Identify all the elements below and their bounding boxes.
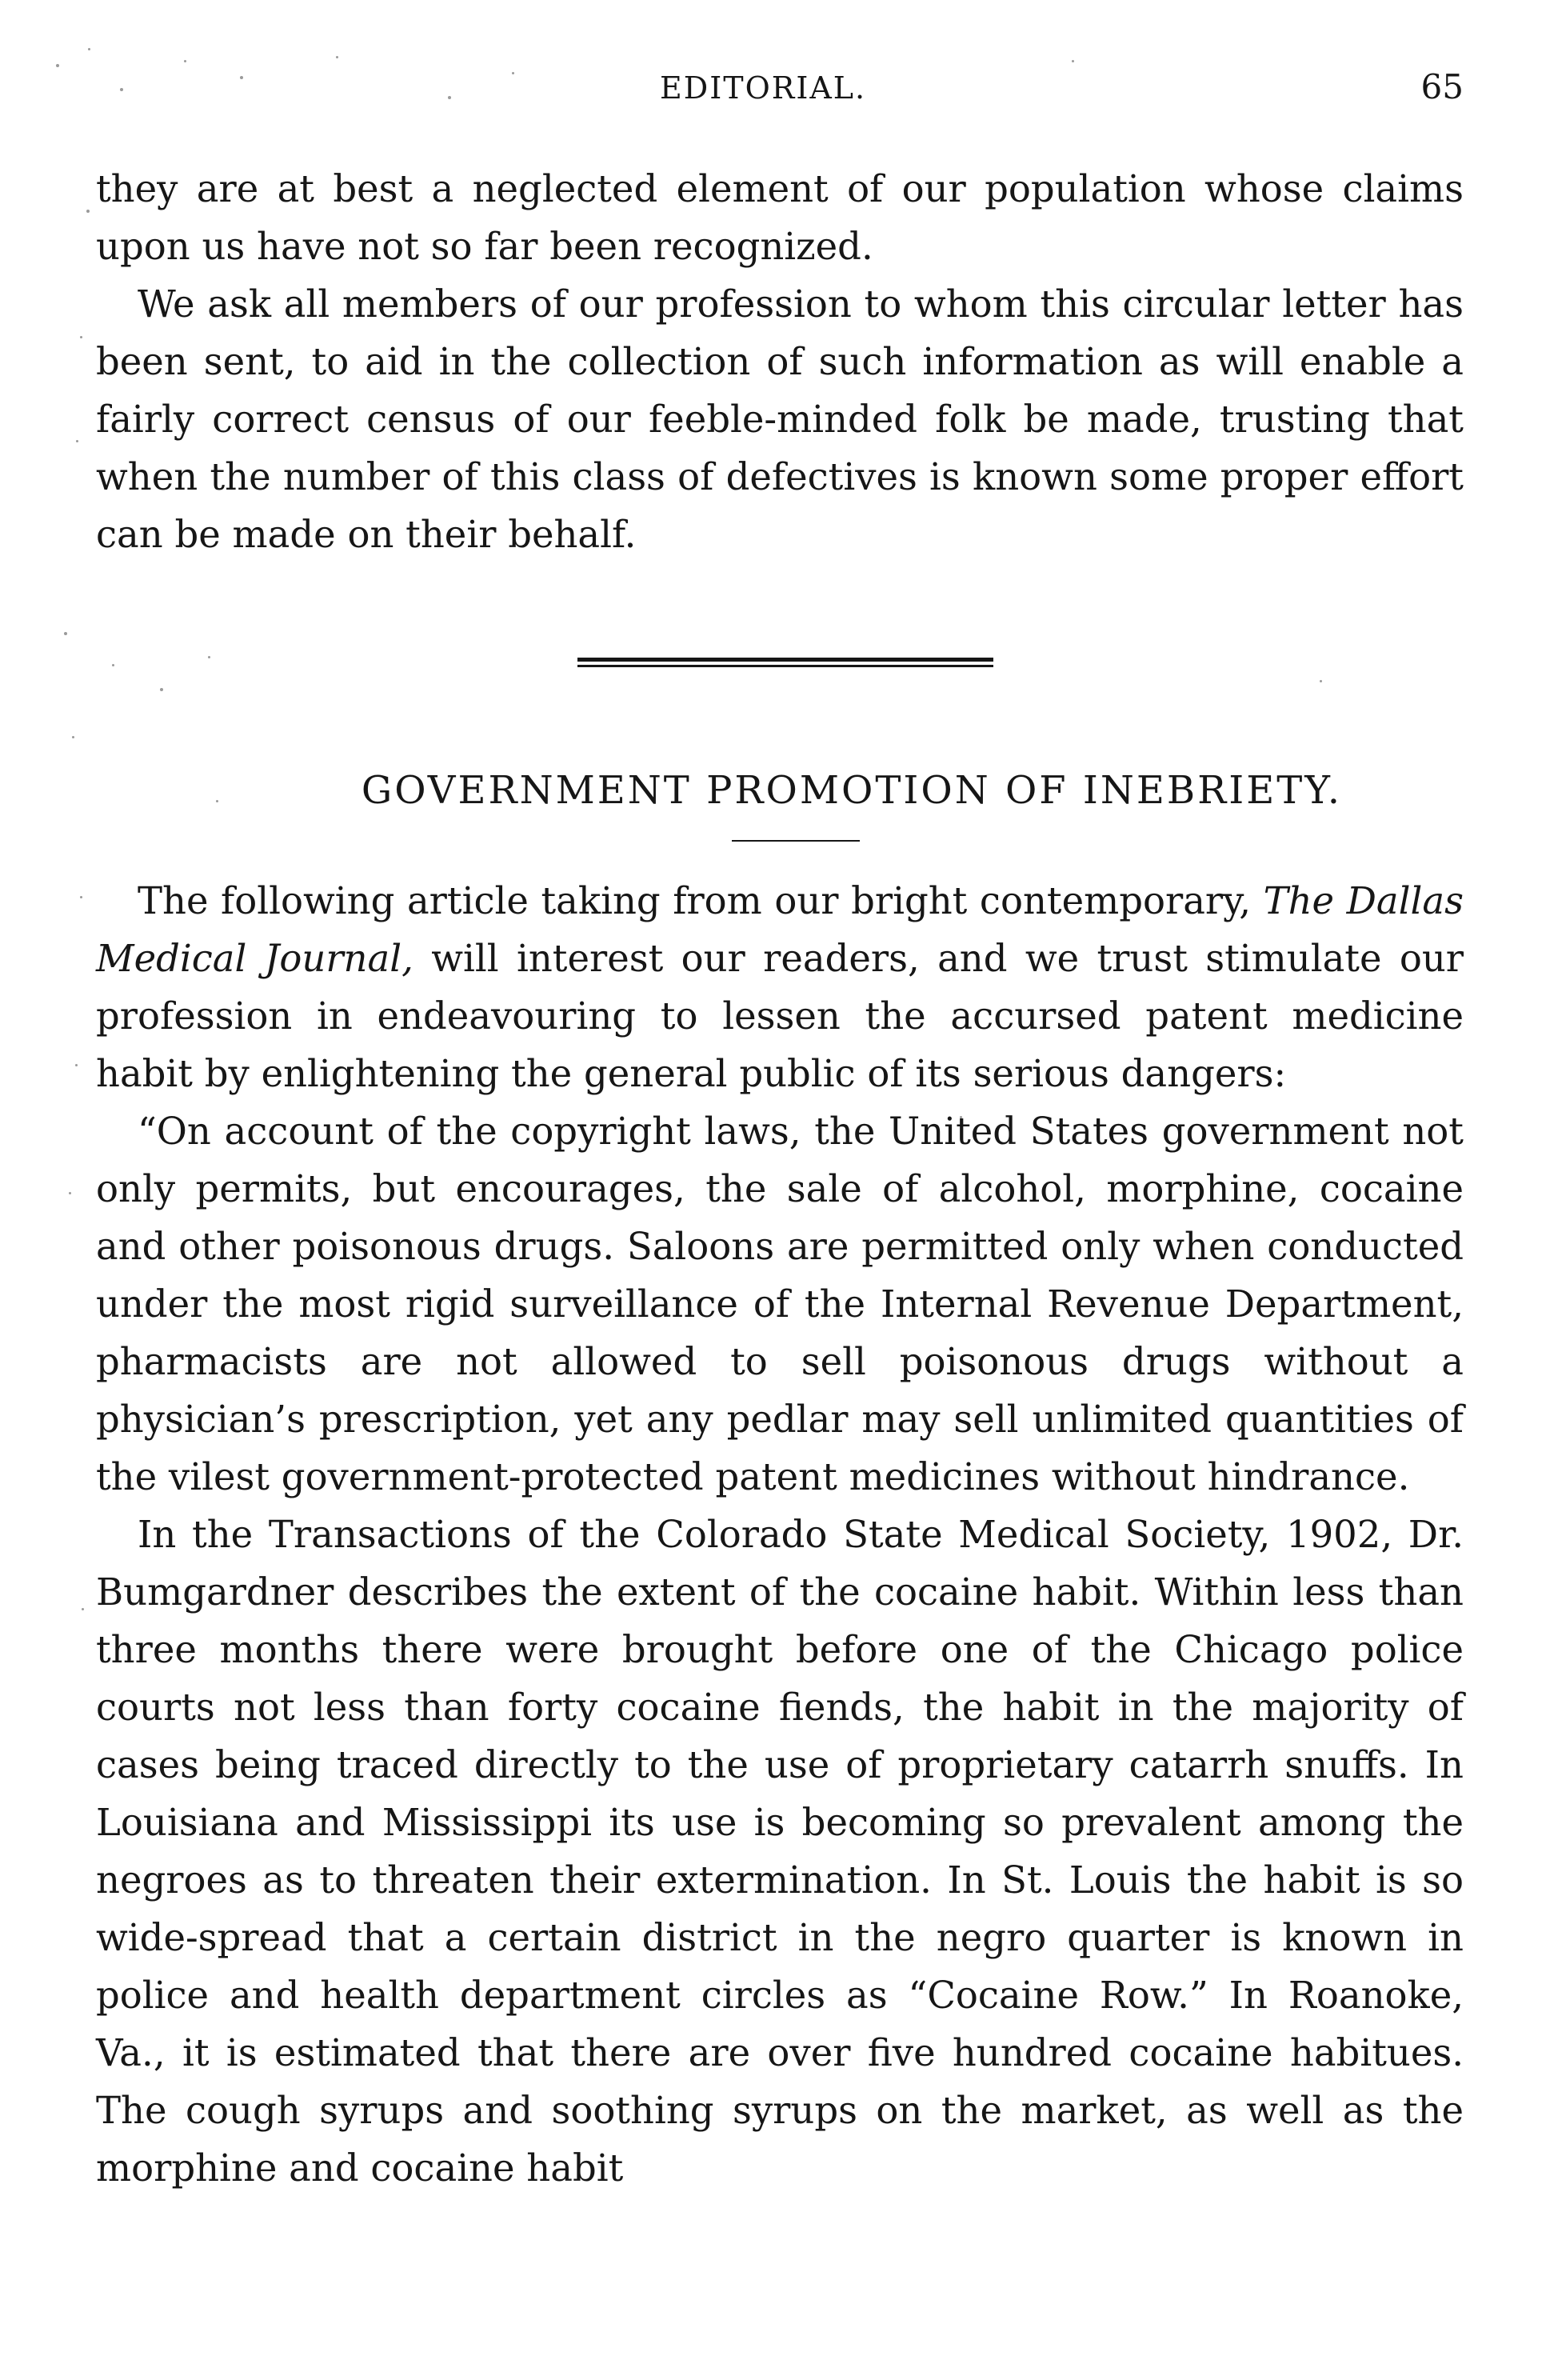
heading-underline <box>732 840 860 842</box>
article-body <box>96 872 1464 2197</box>
speckle-dot <box>184 60 186 62</box>
speckle-dot <box>75 1064 78 1066</box>
speckle-dot <box>88 48 90 50</box>
paragraph: they are at best a neglected element of our population whose claims upon us have not so far been recognized. <box>96 167 1464 268</box>
journal-title: The Dallas Medical Journal, <box>96 879 1464 980</box>
speckle-dot <box>56 64 59 67</box>
running-head <box>96 67 1464 118</box>
running-title: EDITORIAL. <box>660 70 867 106</box>
speckle-dot <box>112 664 114 666</box>
intro-paragraph <box>96 872 1464 1102</box>
speckle-dot <box>160 688 163 691</box>
quoted-paragraph: “On account of the copyright laws, the United States government not only permits, but encourages, the sale of alcohol, morphine, cocaine and other poisonous drugs. Saloons are permitted only when conducted under the most rigid surveillance of the Internal Revenue Department, pharmacists are not allowed to sell poisonous drugs without a physician’s prescription, yet any pedlar may sell unlimited quantities of the vilest government-protected patent medicines without hindrance. <box>96 1110 1464 1498</box>
speckle-dot <box>336 56 338 58</box>
continued-text <box>96 160 1464 563</box>
speckle-dot <box>64 632 67 635</box>
section-heading: GOVERNMENT PROMOTION OF INEBRIETY. <box>361 768 1343 813</box>
speckle-dot <box>1072 60 1074 62</box>
speckle-dot <box>208 656 210 658</box>
page-number: 65 <box>1420 67 1464 106</box>
intro-text: will interest our readers, and we trust stimulate our profession in endeavouring to lessen the accursed patent medicine habit by enlightening the general public of its serious dangers: <box>96 937 1464 1095</box>
speckle-dot <box>72 736 74 738</box>
speckle-dot <box>86 210 90 213</box>
speckle-dot <box>69 1192 71 1194</box>
speckle-dot <box>82 1608 84 1610</box>
intro-text: The following article taking from our bright contemporary, <box>138 879 1264 922</box>
quoted-paragraph: In the Transactions of the Colorado State Medical Society, 1902, Dr. Bumgardner describes the extent of the cocaine habit. Within less than three months there were brought before one of the Chicago police courts not less than forty cocaine fiends, the habit in the majority of cases being traced directly to the use of proprietary catarrh snuffs. In Louisiana and Mississippi its use is becoming so prevalent among the negroes as to threaten their extermination. In St. Louis the habit is so wide-spread that a certain district in the negro quarter is known in police and health department circles as “Cocaine Row.” In Roanoke, Va., it is estimated that there are over five hundred cocaine habitues. The cough syrups and soothing syrups on the market, as well as the morphine and cocaine habit <box>96 1513 1464 2190</box>
speckle-dot <box>80 336 82 338</box>
speckle-dot <box>76 440 78 442</box>
speckle-dot <box>80 896 82 898</box>
speckle-dot <box>1320 680 1322 682</box>
paragraph: We ask all members of our profession to whom this circular letter has been sent, to aid in the collection of such information as will enable a fairly correct census of our feeble-minded folk be made, trusting that when the number of this class of defectives is known some proper effort can be made on their behalf. <box>96 282 1464 556</box>
section-divider <box>577 658 993 667</box>
